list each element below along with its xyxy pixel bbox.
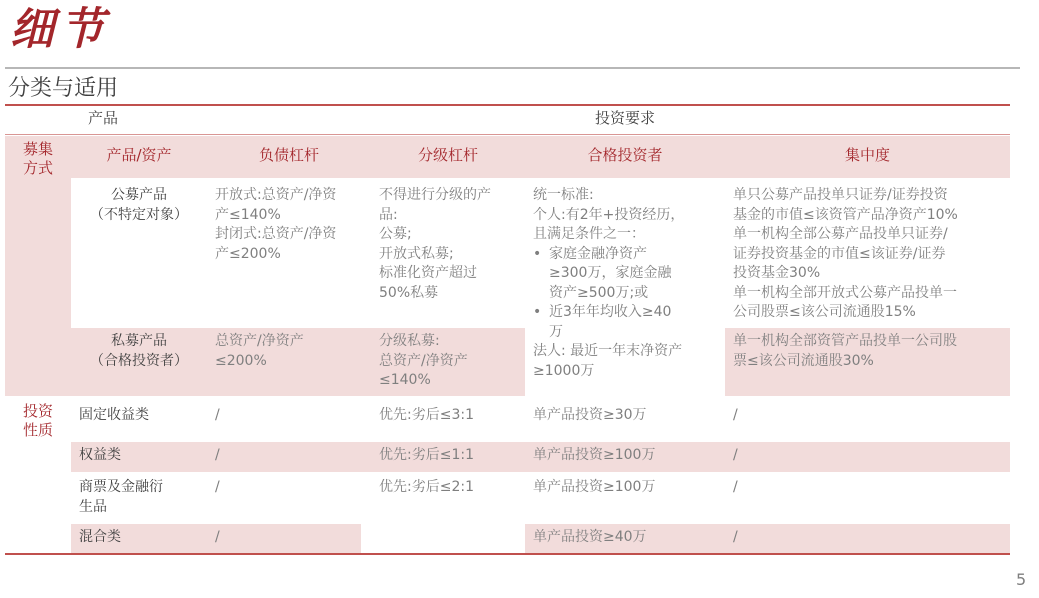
classification-table <box>5 106 1010 554</box>
nature-row-4-investor: 单产品投资≥40万 <box>525 524 725 554</box>
public-product-cell: 公募产品 （不特定对象） <box>90 187 188 223</box>
header-concentration: 集中度 <box>844 146 890 164</box>
table-bottom-rule <box>5 553 1010 555</box>
nature-row-2-debt: / <box>207 442 371 472</box>
qualified-bullet-2: • 近3年年均收入≥40 万 <box>533 303 717 342</box>
nature-row-1-debt: / <box>215 407 220 423</box>
nature-row-3-product: 商票及金融衍 生品 <box>79 479 163 515</box>
public-concentration-cell: 单只公募产品投单只证券/证券投资 基金的市值≤该资管产品净资产10% 单一机构全部公募产品投单只证券/ 证券投资基金的市值≤该证券/证券 投资基金30% 单一机构全部开放式公募产品投单一 公司股票≤该公司流通股15% <box>733 187 958 320</box>
nature-row-1-tier: 优先:劣后≤3:1 <box>379 407 474 423</box>
private-product-cell: 私募产品 （合格投资者） <box>71 328 207 396</box>
nature-row-4-concentration: / <box>725 524 1010 554</box>
page-number: 5 <box>1016 570 1027 589</box>
nature-row-4-debt: / <box>215 529 220 545</box>
qualified-investor-cell: 统一标准: 个人:有2年+投资经历， 且满足条件之一： • 家庭金融净资产 ≥300万，家庭金融 资产≥500万;或 • 近3年年均收入≥40 万 法人: 最近一年末净资产 ≥1000万 <box>525 182 725 394</box>
nature-row-4-tier <box>371 524 525 554</box>
header-divider <box>5 134 1010 135</box>
public-debt-cell: 开放式:总资产/净资 产≤140% 封闭式:总资产/净资 产≤200% <box>215 187 337 262</box>
nature-row-3-tier: 优先:劣后≤2:1 <box>379 479 474 495</box>
private-concentration-cell: 单一机构全部资管产品投单一公司股 票≤该公司流通股30% <box>725 328 1010 396</box>
nature-row-1-product: 固定收益类 <box>79 407 149 423</box>
raise-method-band <box>5 178 71 396</box>
private-tier-cell: 分级私募: 总资产/净资产 ≤140% <box>371 328 525 396</box>
group-header-product: 产品 <box>87 109 118 127</box>
header-debt-leverage: 负债杠杆 <box>258 146 319 164</box>
nature-row-3-debt: / <box>215 479 220 495</box>
private-debt-cell: 总资产/净资产 ≤200% <box>207 328 371 396</box>
nature-row-2-tier: 优先:劣后≤1:1 <box>371 442 525 472</box>
group-header-invest-req: 投资要求 <box>594 109 655 127</box>
nature-row-3-investor: 单产品投资≥100万 <box>533 479 656 495</box>
raise-method-label: 募集方式 <box>22 140 53 177</box>
nature-row-3-concentration: / <box>733 479 738 495</box>
page-title: 细节 <box>10 4 110 55</box>
header-product-asset: 产品/资产 <box>106 146 172 164</box>
header-tier-leverage: 分级杠杆 <box>417 146 478 164</box>
title-divider <box>5 67 1020 69</box>
nature-row-2-concentration: / <box>725 442 1010 472</box>
header-qualified-investor: 合格投资者 <box>587 146 663 164</box>
nature-row-2-product: 权益类 <box>71 442 207 472</box>
bullet-icon: • <box>533 304 542 320</box>
nature-row-4-product: 混合类 <box>71 524 361 554</box>
qualified-bullet-1: • 家庭金融净资产 ≥300万，家庭金融 资产≥500万;或 <box>533 245 717 304</box>
bullet-icon: • <box>533 245 542 262</box>
public-tier-cell: 不得进行分级的产 品: 公募; 开放式私募; 标准化资产超过 50%私募 <box>379 187 491 301</box>
nature-row-1-concentration: / <box>733 407 738 423</box>
nature-row-2-investor: 单产品投资≥100万 <box>525 442 725 472</box>
nature-row-1-investor: 单产品投资≥30万 <box>533 407 647 423</box>
invest-nature-label: 投资性质 <box>22 402 53 439</box>
section-title: 分类与适用 <box>8 76 119 101</box>
